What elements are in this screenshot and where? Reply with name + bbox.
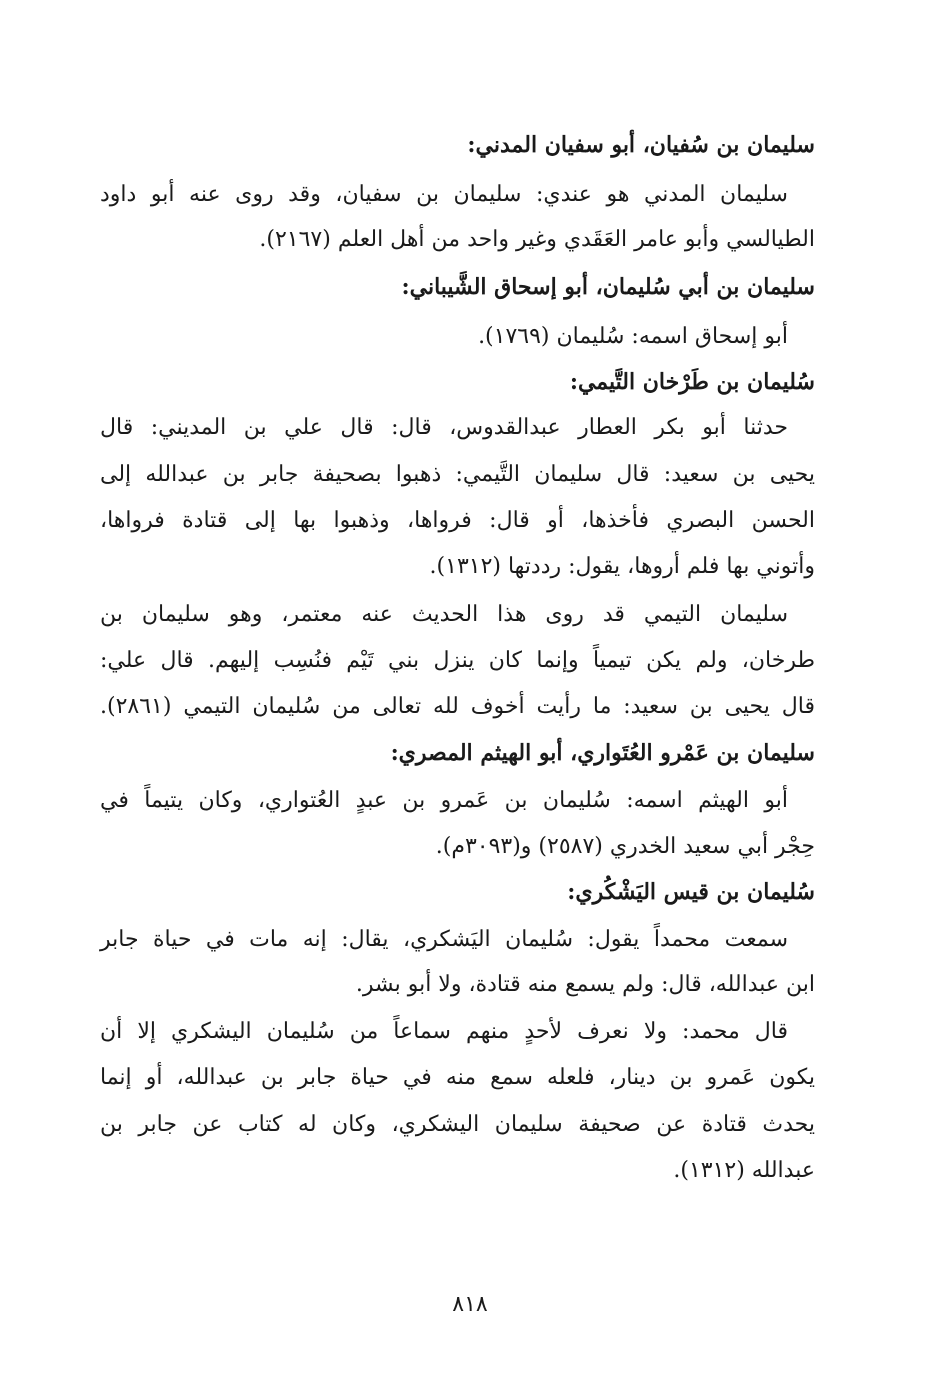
page-number: ٨١٨ xyxy=(452,1292,488,1317)
text-line: سليمان المدني هو عندي: سليمان بن سفيان، وقد روى عنه أبو داود xyxy=(100,182,788,207)
entry-heading: سُليمان بن طَرْخان التَّيمي: xyxy=(569,369,815,395)
text-line: سليمان التيمي قد روى هذا الحديث عنه معتمر، وهو سليمان بن xyxy=(100,602,788,627)
text-line: حدثنا أبو بكر العطار عبدالقدوس، قال: قال علي بن المديني: قال xyxy=(100,415,788,440)
text-line: يحدث قتادة عن صحيفة سليمان اليشكري، وكان له كتاب عن جابر بن xyxy=(100,1112,815,1137)
text-line: سمعت محمداً يقول: سُليمان اليَشكري، يقال: إنه مات في حياة جابر xyxy=(100,927,788,952)
text-line: الطيالسي وأبو عامر العَقَدي وغير واحد من أهل العلم (٢١٦٧). xyxy=(259,227,815,252)
text-line: أبو إسحاق اسمه: سُليمان (١٧٦٩). xyxy=(478,324,788,349)
text-line: أبو الهيثم اسمه: سُليمان بن عَمرو بن عبدٍ العُتواري، وكان يتيماً في xyxy=(100,788,788,813)
entry-heading: سليمان بن أبي سُليمان، أبو إسحاق الشَّيباني: xyxy=(401,274,815,300)
text-line: ابن عبدالله، قال: ولم يسمع منه قتادة، ولا أبو بشر. xyxy=(355,972,815,997)
text-line: وأتوني بها فلم أروها، يقول: رددتها (١٣١٢). xyxy=(429,554,815,579)
text-line: الحسن البصري فأخذها، أو قال: فرواها، وذهبوا بها إلى قتادة فرواها، xyxy=(100,508,815,533)
entry-heading: سليمان بن سُفيان، أبو سفيان المدني: xyxy=(467,132,815,158)
text-line: قال يحيى بن سعيد: ما رأيت أخوف لله تعالى من سُليمان التيمي (٢٨٦١). xyxy=(100,694,815,719)
text-line: حِجْر أبي سعيد الخدري (٢٥٨٧) و(٣٠٩٣م). xyxy=(435,834,815,859)
entry-heading: سُليمان بن قيس اليَشْكُري: xyxy=(567,879,815,905)
text-line: عبدالله (١٣١٢). xyxy=(673,1158,815,1183)
text-line: يكون عَمرو بن دينار، فلعله سمع منه في حياة جابر بن عبدالله، أو إنما xyxy=(100,1065,815,1090)
text-line: طرخان، ولم يكن تيمياً وإنما كان ينزل بني تَيْم فنُسِب إليهم. قال علي: xyxy=(100,648,815,673)
text-line: يحيى بن سعيد: قال سليمان التَّيمي: ذهبوا بصحيفة جابر بن عبدالله إلى xyxy=(100,462,815,487)
text-line: قال محمد: ولا نعرف لأحدٍ منهم سماعاً من سُليمان اليشكري إلا أن xyxy=(100,1019,788,1044)
entry-heading: سليمان بن عَمْرو العُتَواري، أبو الهيثم المصري: xyxy=(390,740,815,766)
